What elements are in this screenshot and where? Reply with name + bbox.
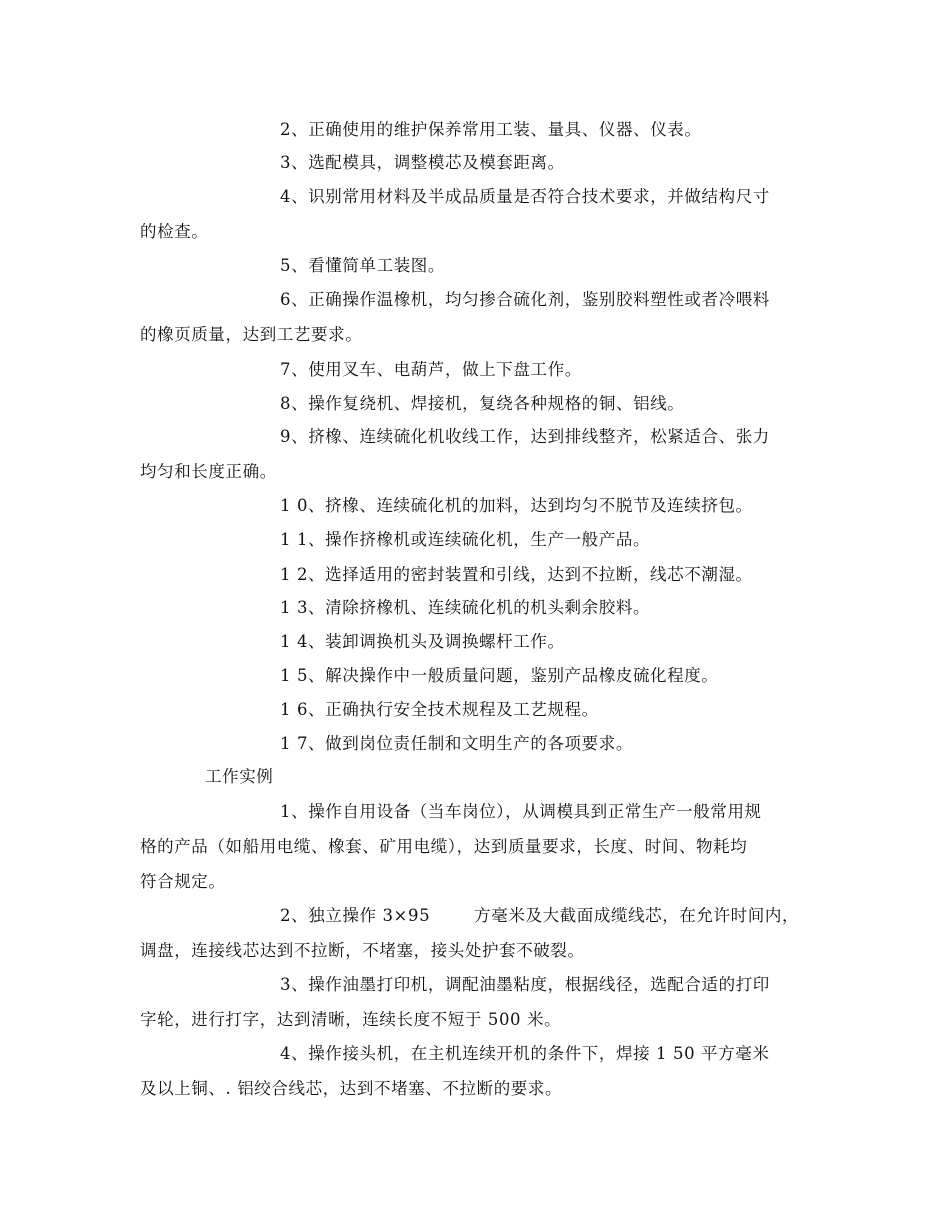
section-heading: 工作实例: [205, 767, 274, 786]
paragraph-line: 7、使用叉车、电葫芦，做上下盘工作。: [280, 360, 582, 379]
paragraph-line: 8、操作复绕机、焊接机，复绕各种规格的铜、铝线。: [280, 394, 685, 413]
paragraph-line: 符合规定。: [140, 872, 226, 891]
paragraph-line: 3、选配模具，调整模芯及模套距离。: [280, 153, 565, 172]
paragraph-line: 1 6、正确执行安全技术规程及工艺规程。: [280, 700, 599, 719]
paragraph-line: 1 7、做到岗位责任制和文明生产的各项要求。: [280, 734, 633, 753]
paragraph-line: 1 0、挤橡、连续硫化机的加料，达到均匀不脱节及连续挤包。: [280, 496, 753, 515]
paragraph-line: 的检查。: [140, 222, 209, 241]
paragraph-line: 4、识别常用材料及半成品质量是否符合技术要求，并做结构尺寸: [280, 187, 770, 206]
paragraph-line: 9、挤橡、连续硫化机收线工作，达到排线整齐，松紧适合、张力: [280, 427, 770, 446]
paragraph-line: 1、操作自用设备（当车岗位），从调模具到正常生产一般常用规: [280, 802, 762, 821]
paragraph-line: 及以上铜、. 铝绞合线芯，达到不堵塞、不拉断的要求。: [140, 1079, 563, 1098]
line-segment: 方毫米及大截面成缆线芯，在允许时间内，: [474, 906, 800, 925]
paragraph-line: 均匀和长度正确。: [140, 462, 277, 481]
paragraph-line: 调盘，连接线芯达到不拉断，不堵塞，接头处护套不破裂。: [140, 941, 585, 960]
paragraph-line: [280, 906, 799, 926]
paragraph-line: 4、操作接头机，在主机连续开机的条件下，焊接 1 50 平方毫米: [280, 1044, 770, 1063]
paragraph-line: 2、正确使用的维护保养常用工装、量具、仪器、仪表。: [280, 120, 702, 139]
paragraph-line: 1 2、选择适用的密封装置和引线，达到不拉断，线芯不潮湿。: [280, 565, 753, 584]
paragraph-line: 1 5、解决操作中一般质量问题，鉴别产品橡皮硫化程度。: [280, 666, 719, 685]
paragraph-line: 1 1、操作挤橡机或连续硫化机，生产一般产品。: [280, 530, 651, 549]
paragraph-line: 格的产品（如船用电缆、橡套、矿用电缆），达到质量要求，长度、时间、物耗均: [140, 837, 748, 856]
paragraph-line: 5、看懂简单工装图。: [280, 256, 445, 275]
paragraph-line: 6、正确操作温橡机，均匀掺合硫化剂，鉴别胶料塑性或者冷喂料: [280, 290, 770, 309]
paragraph-line: 3、操作油墨打印机，调配油墨粘度，根据线径，选配合适的打印: [280, 975, 770, 994]
line-segment: 2、独立操作 3×95: [280, 906, 431, 925]
paragraph-line: 1 4、装卸调换机头及调换螺杆工作。: [280, 632, 565, 651]
paragraph-line: 字轮，进行打字，达到清晰，连续长度不短于 500 米。: [140, 1010, 562, 1029]
paragraph-line: 1 3、清除挤橡机、连续硫化机的机头剩余胶料。: [280, 598, 651, 617]
paragraph-line: 的橡页质量，达到工艺要求。: [140, 325, 363, 344]
